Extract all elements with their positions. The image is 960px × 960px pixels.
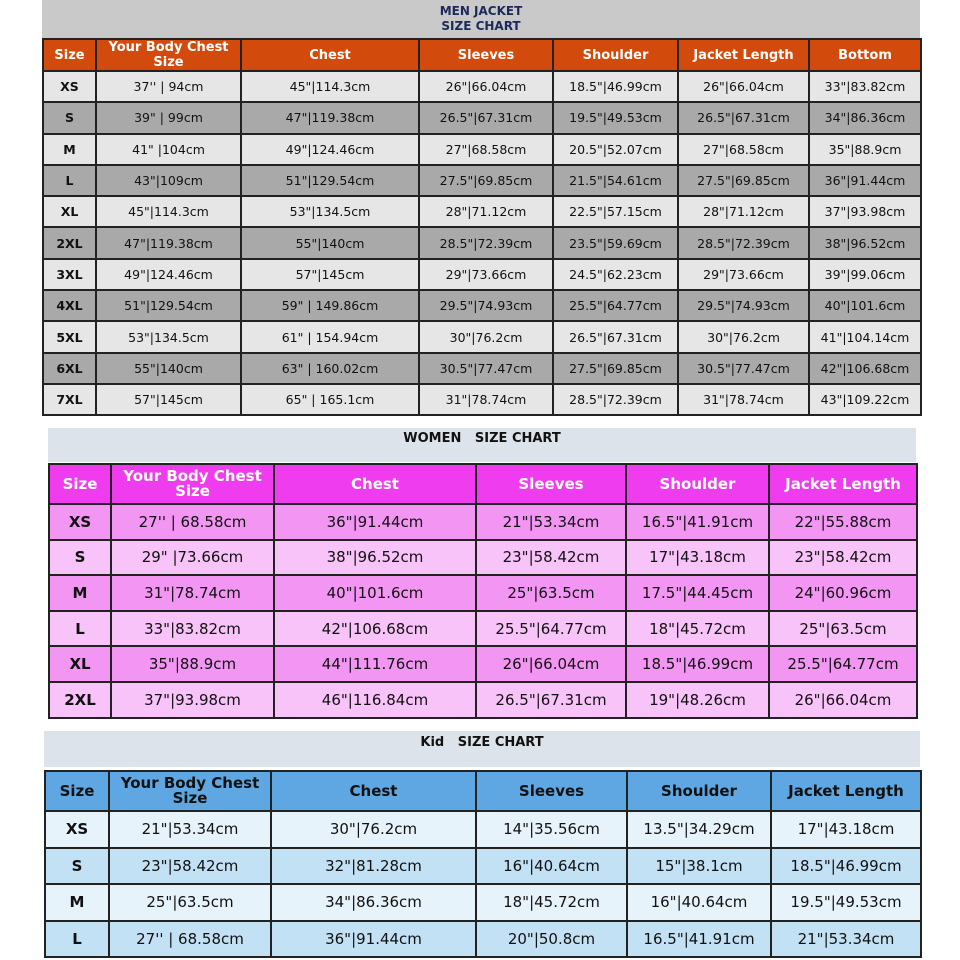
women-header-row [49, 464, 917, 504]
table-row [45, 884, 921, 921]
measurement-cell: 29.5"|74.93cm [678, 290, 809, 321]
measurement-cell: 28.5"|72.39cm [678, 227, 809, 258]
measurement-cell: 47"|119.38cm [241, 102, 419, 133]
measurement-cell: 18.5"|46.99cm [553, 71, 678, 102]
measurement-cell: 31"|78.74cm [678, 384, 809, 415]
table-row [43, 134, 921, 165]
measurement-cell: 25.5"|64.77cm [769, 646, 917, 682]
measurement-cell: 27"|68.58cm [678, 134, 809, 165]
measurement-cell: 21"|53.34cm [109, 811, 271, 848]
table-row [43, 321, 921, 352]
measurement-cell: 26.5"|67.31cm [678, 102, 809, 133]
size-label: XS [45, 811, 109, 848]
measurement-cell: 51"|129.54cm [96, 290, 241, 321]
measurement-cell: 57"|145cm [241, 259, 419, 290]
measurement-cell: 30"|76.2cm [419, 321, 553, 352]
measurement-cell: 33"|83.82cm [111, 611, 274, 647]
table-row [43, 165, 921, 196]
measurement-cell: 45"|114.3cm [96, 196, 241, 227]
measurement-cell: 23"|58.42cm [769, 540, 917, 576]
measurement-cell: 42"|106.68cm [809, 353, 921, 384]
table-row [43, 353, 921, 384]
measurement-cell: 34"|86.36cm [809, 102, 921, 133]
measurement-cell: 26"|66.04cm [769, 682, 917, 718]
measurement-cell: 55"|140cm [241, 227, 419, 258]
size-label: S [49, 540, 111, 576]
column-header: Chest [241, 39, 419, 71]
measurement-cell: 18"|45.72cm [476, 884, 627, 921]
measurement-cell: 20"|50.8cm [476, 921, 627, 958]
measurement-cell: 22"|55.88cm [769, 504, 917, 540]
size-label: M [49, 575, 111, 611]
column-header: Your Body Chest Size [111, 464, 274, 504]
column-header: Jacket Length [678, 39, 809, 71]
size-label: XL [49, 646, 111, 682]
measurement-cell: 25.5"|64.77cm [476, 611, 626, 647]
size-label: L [43, 165, 96, 196]
column-header: Shoulder [626, 464, 769, 504]
measurement-cell: 24"|60.96cm [769, 575, 917, 611]
measurement-cell: 30.5"|77.47cm [419, 353, 553, 384]
measurement-cell: 16"|40.64cm [627, 884, 771, 921]
measurement-cell: 43"|109.22cm [809, 384, 921, 415]
measurement-cell: 28"|71.12cm [419, 196, 553, 227]
measurement-cell: 31"|78.74cm [111, 575, 274, 611]
measurement-cell: 55"|140cm [96, 353, 241, 384]
size-label: 2XL [49, 682, 111, 718]
measurement-cell: 36"|91.44cm [271, 921, 476, 958]
measurement-cell: 42"|106.68cm [274, 611, 476, 647]
table-row [43, 290, 921, 321]
measurement-cell: 18.5"|46.99cm [771, 848, 921, 885]
men-title-line2: SIZE CHART [441, 19, 521, 33]
measurement-cell: 18.5"|46.99cm [626, 646, 769, 682]
measurement-cell: 13.5"|34.29cm [627, 811, 771, 848]
size-label: 4XL [43, 290, 96, 321]
kid-chart-title: Kid SIZE CHART [44, 731, 920, 767]
measurement-cell: 37'' | 94cm [96, 71, 241, 102]
table-row [49, 575, 917, 611]
measurement-cell: 26.5"|67.31cm [476, 682, 626, 718]
measurement-cell: 49"|124.46cm [96, 259, 241, 290]
measurement-cell: 59" | 149.86cm [241, 290, 419, 321]
measurement-cell: 37"|93.98cm [111, 682, 274, 718]
measurement-cell: 25"|63.5cm [476, 575, 626, 611]
measurement-cell: 26"|66.04cm [678, 71, 809, 102]
measurement-cell: 45"|114.3cm [241, 71, 419, 102]
measurement-cell: 51"|129.54cm [241, 165, 419, 196]
column-header: Your Body Chest Size [96, 39, 241, 71]
kid-header-row [45, 771, 921, 811]
measurement-cell: 39"|99.06cm [809, 259, 921, 290]
measurement-cell: 19"|48.26cm [626, 682, 769, 718]
measurement-cell: 23"|58.42cm [476, 540, 626, 576]
column-header: Jacket Length [769, 464, 917, 504]
measurement-cell: 23"|58.42cm [109, 848, 271, 885]
measurement-cell: 31"|78.74cm [419, 384, 553, 415]
measurement-cell: 27.5"|69.85cm [678, 165, 809, 196]
size-label: XL [43, 196, 96, 227]
table-row [43, 71, 921, 102]
measurement-cell: 29" |73.66cm [111, 540, 274, 576]
size-label: S [45, 848, 109, 885]
column-header: Shoulder [553, 39, 678, 71]
table-row [49, 504, 917, 540]
table-row [49, 611, 917, 647]
measurement-cell: 14"|35.56cm [476, 811, 627, 848]
measurement-cell: 21.5"|54.61cm [553, 165, 678, 196]
measurement-cell: 25.5"|64.77cm [553, 290, 678, 321]
men-title-line1: MEN JACKET [439, 4, 523, 18]
table-row [45, 921, 921, 958]
measurement-cell: 32"|81.28cm [271, 848, 476, 885]
men-chart-title [42, 0, 920, 38]
measurement-cell: 28.5"|72.39cm [419, 227, 553, 258]
measurement-cell: 20.5"|52.07cm [553, 134, 678, 165]
measurement-cell: 15"|38.1cm [627, 848, 771, 885]
column-header: Bottom [809, 39, 921, 71]
measurement-cell: 19.5"|49.53cm [553, 102, 678, 133]
column-header: Size [43, 39, 96, 71]
measurement-cell: 27"|68.58cm [419, 134, 553, 165]
measurement-cell: 38"|96.52cm [274, 540, 476, 576]
measurement-cell: 35"|88.9cm [111, 646, 274, 682]
column-header: Shoulder [627, 771, 771, 811]
measurement-cell: 44"|111.76cm [274, 646, 476, 682]
size-label: XS [43, 71, 96, 102]
measurement-cell: 29"|73.66cm [419, 259, 553, 290]
measurement-cell: 40"|101.6cm [274, 575, 476, 611]
column-header: Size [49, 464, 111, 504]
measurement-cell: 41"|104.14cm [809, 321, 921, 352]
measurement-cell: 35"|88.9cm [809, 134, 921, 165]
measurement-cell: 26.5"|67.31cm [419, 102, 553, 133]
measurement-cell: 30"|76.2cm [271, 811, 476, 848]
measurement-cell: 38"|96.52cm [809, 227, 921, 258]
men-size-table [42, 38, 922, 416]
size-label: 5XL [43, 321, 96, 352]
table-row [43, 102, 921, 133]
measurement-cell: 53"|134.5cm [96, 321, 241, 352]
measurement-cell: 28.5"|72.39cm [553, 384, 678, 415]
table-row [49, 646, 917, 682]
column-header: Sleeves [419, 39, 553, 71]
size-label: 3XL [43, 259, 96, 290]
measurement-cell: 28"|71.12cm [678, 196, 809, 227]
measurement-cell: 65" | 165.1cm [241, 384, 419, 415]
measurement-cell: 18"|45.72cm [626, 611, 769, 647]
measurement-cell: 29.5"|74.93cm [419, 290, 553, 321]
table-row [49, 682, 917, 718]
table-row [45, 811, 921, 848]
column-header: Chest [274, 464, 476, 504]
men-header-row [43, 39, 921, 71]
measurement-cell: 27'' | 68.58cm [109, 921, 271, 958]
size-label: L [49, 611, 111, 647]
column-header: Sleeves [476, 464, 626, 504]
measurement-cell: 16.5"|41.91cm [626, 504, 769, 540]
measurement-cell: 25"|63.5cm [769, 611, 917, 647]
size-label: 7XL [43, 384, 96, 415]
measurement-cell: 19.5"|49.53cm [771, 884, 921, 921]
measurement-cell: 27.5"|69.85cm [553, 353, 678, 384]
measurement-cell: 27'' | 68.58cm [111, 504, 274, 540]
measurement-cell: 23.5"|59.69cm [553, 227, 678, 258]
column-header: Size [45, 771, 109, 811]
measurement-cell: 36"|91.44cm [274, 504, 476, 540]
measurement-cell: 26.5"|67.31cm [553, 321, 678, 352]
measurement-cell: 53"|134.5cm [241, 196, 419, 227]
size-label: S [43, 102, 96, 133]
size-label: 6XL [43, 353, 96, 384]
table-row [45, 848, 921, 885]
measurement-cell: 26"|66.04cm [476, 646, 626, 682]
measurement-cell: 63" | 160.02cm [241, 353, 419, 384]
measurement-cell: 30.5"|77.47cm [678, 353, 809, 384]
column-header: Jacket Length [771, 771, 921, 811]
measurement-cell: 16.5"|41.91cm [627, 921, 771, 958]
table-row [43, 227, 921, 258]
size-label: L [45, 921, 109, 958]
measurement-cell: 49"|124.46cm [241, 134, 419, 165]
measurement-cell: 36"|91.44cm [809, 165, 921, 196]
column-header: Sleeves [476, 771, 627, 811]
measurement-cell: 24.5"|62.23cm [553, 259, 678, 290]
table-row [43, 259, 921, 290]
size-label: M [43, 134, 96, 165]
measurement-cell: 47"|119.38cm [96, 227, 241, 258]
measurement-cell: 41" |104cm [96, 134, 241, 165]
column-header: Your Body Chest Size [109, 771, 271, 811]
measurement-cell: 29"|73.66cm [678, 259, 809, 290]
table-row [49, 540, 917, 576]
women-chart-title: WOMEN SIZE CHART [48, 428, 916, 462]
kid-size-table [44, 770, 922, 958]
size-label: M [45, 884, 109, 921]
measurement-cell: 37"|93.98cm [809, 196, 921, 227]
measurement-cell: 40"|101.6cm [809, 290, 921, 321]
measurement-cell: 26"|66.04cm [419, 71, 553, 102]
size-label: XS [49, 504, 111, 540]
measurement-cell: 17"|43.18cm [626, 540, 769, 576]
table-row [43, 384, 921, 415]
size-label: 2XL [43, 227, 96, 258]
measurement-cell: 17.5"|44.45cm [626, 575, 769, 611]
measurement-cell: 27.5"|69.85cm [419, 165, 553, 196]
measurement-cell: 39" | 99cm [96, 102, 241, 133]
measurement-cell: 43"|109cm [96, 165, 241, 196]
measurement-cell: 33"|83.82cm [809, 71, 921, 102]
table-row [43, 196, 921, 227]
measurement-cell: 16"|40.64cm [476, 848, 627, 885]
women-size-table [48, 463, 918, 719]
measurement-cell: 30"|76.2cm [678, 321, 809, 352]
measurement-cell: 22.5"|57.15cm [553, 196, 678, 227]
measurement-cell: 17"|43.18cm [771, 811, 921, 848]
measurement-cell: 25"|63.5cm [109, 884, 271, 921]
measurement-cell: 46"|116.84cm [274, 682, 476, 718]
measurement-cell: 34"|86.36cm [271, 884, 476, 921]
column-header: Chest [271, 771, 476, 811]
measurement-cell: 61" | 154.94cm [241, 321, 419, 352]
measurement-cell: 57"|145cm [96, 384, 241, 415]
measurement-cell: 21"|53.34cm [476, 504, 626, 540]
measurement-cell: 21"|53.34cm [771, 921, 921, 958]
